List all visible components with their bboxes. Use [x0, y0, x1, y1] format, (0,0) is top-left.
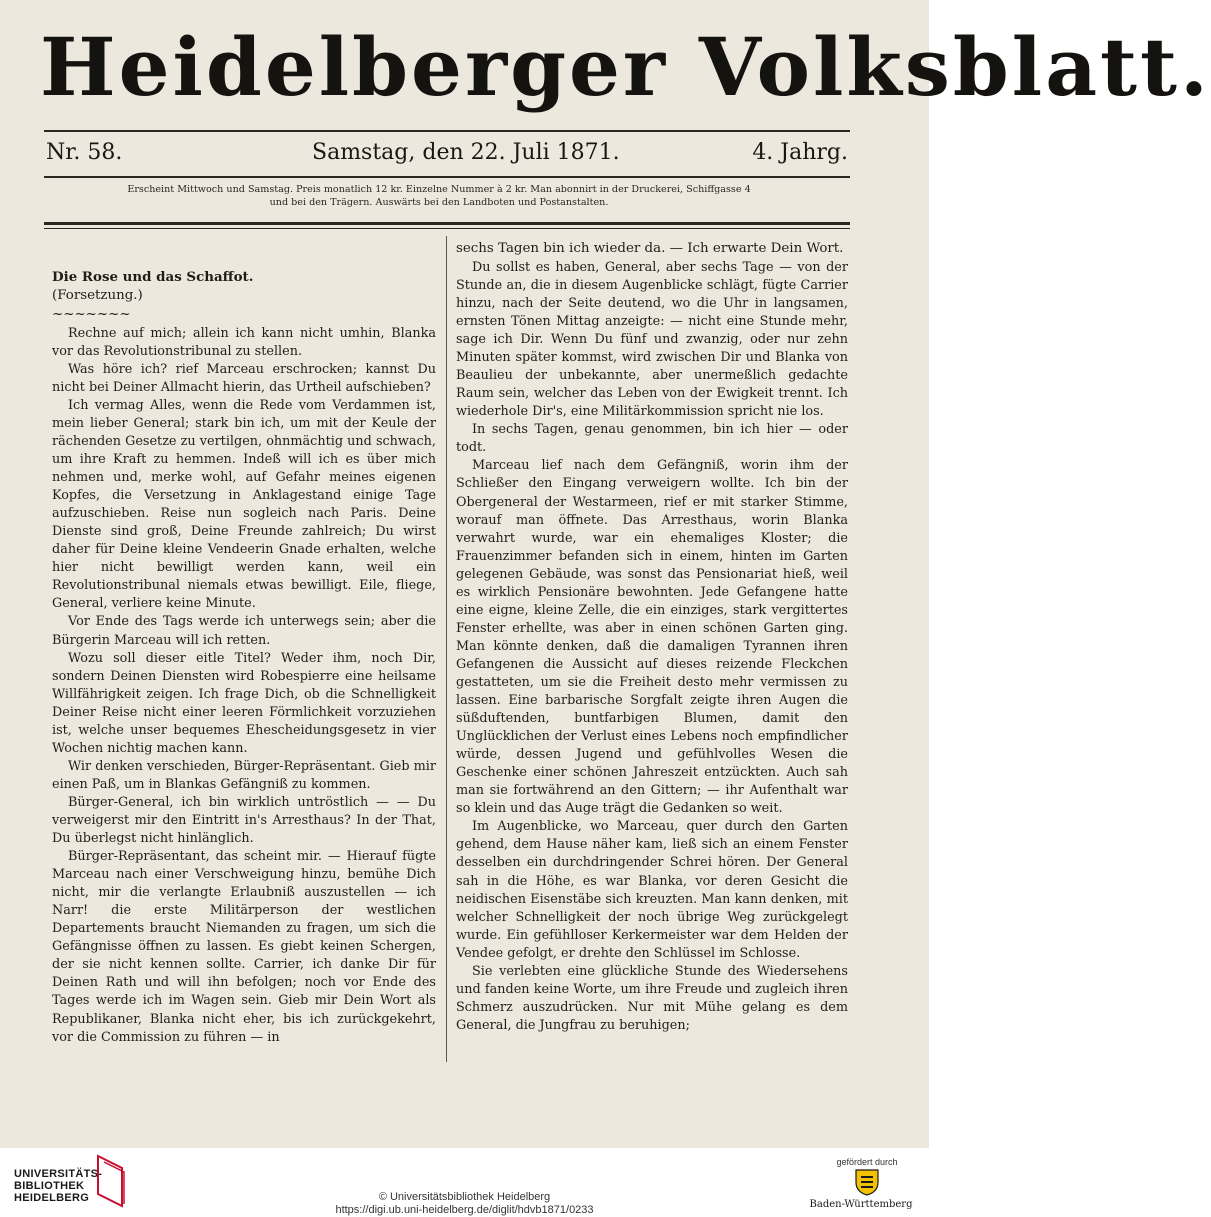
issue-date: Samstag, den 22. Juli 1871.: [312, 140, 620, 165]
article-paragraph: Im Augenblicke, wo Marceau, quer durch den Garten gehend, dem Hause näher kam, ließ sich an einem Fenster desselben ein durchdringender Schrei hören. Der General sah in die Höhe, es war Blanka, vor deren Gesicht die neidischen Eisenstäbe sich kreuzten. Man kann denken, mit welcher Schnelligkeit der noch übrige Weg zurückgelegt wurde. Ein gefühlloser Kerkermeister war dem Helden der Vendee gefolgt, er drehte den Schlüssel im Schlosse.: [456, 819, 848, 961]
copyright-notice: [0, 1191, 929, 1217]
coat-of-arms-icon: [852, 1168, 882, 1196]
header-double-rule-2: [44, 228, 850, 229]
article-paragraph: Marceau lief nach dem Gefängniß, worin ihm der Schließer den Eingang verweigern wollte. Ich bin der Obergeneral der Westarmeen, rief er mit starker Stimme, worauf man öffnete. Das Arresthaus, worin Blanka verwahrt wurde, war ein ehemaliges Kloster; die Frauenzimmer befanden sich in einem, hinten im Garten gelegenen Gebäude, was sonst das Pensionariat hieß, weil es wirklich Pensionäre bewohnten. Jede Gefangene hatte eine eigne, kleine Zelle, die ein einziges, stark vergittertes Fenster erhellte, was aber in einen schönen Garten ging. Man könnte denken, daß die damaligen Tyrannen ihren Gefangenen die Aussicht auf dieses reizende Fleckchen gestatteten, um sie die Freiheit desto mehr vermissen zu lassen. Eine barbarische Sorgfalt zeigte ihren Augen die süßduftenden, buntfarbigen Blumen, damit den Unglücklichen der Verlust eines Lebens noch empfindlicher würde, dessen Jugend und gefühlvolles Wesen die Geschenke einer schönen Jahreszeit entzückten. Auch sah man sie fortwährend an den Gittern; — ihr Aufenthalt war so klein und das Auge trägt die Gedanken so weit.: [456, 458, 848, 817]
article-title: Die Rose und das Schaffot.: [52, 269, 254, 285]
issue-year: 4. Jahrg.: [752, 140, 848, 165]
left-column: [52, 240, 436, 1047]
top-rule: [44, 130, 850, 132]
article-paragraph: Du sollst es haben, General, aber sechs Tage — von der Stunde an, die in diesem Augenblicke schlägt, fügte Carrier hinzu, nach der Seite deutend, wo die Uhr in langsamen, ernsten Tönen Mittag anzeigte: — nicht eine Stunde mehr, sage ich Dir. Wenn Du fünf und zwanzig, oder nur zehn Minuten später kommst, wird zwischen Dir und Blanka von Beaulieu der unbekannte, aber unermeßlich gedachte Raum sein, welcher das Leben von der Ewigkeit trennt. Ich wiederhole Dir's, eine Militärkommission spricht nie los.: [456, 259, 848, 420]
library-name-line-2: BIBLIOTHEK: [14, 1180, 85, 1192]
article-paragraph: Wir denken verschieden, Bürger-Repräsentant. Gieb mir einen Paß, um in Blankas Gefängniß zu kommen.: [52, 758, 436, 792]
article-paragraph: sechs Tagen bin ich wieder da. — Ich erwarte Dein Wort.: [456, 241, 844, 256]
article-paragraph: Ich vermag Alles, wenn die Rede vom Verdammen ist, mein lieber General; stark bin ich, um mit der Keule der rächenden Gesetze zu vertilgen, ohnmächtig und schwach, um ihre Kraft zu hemmen. Indeß will ich es über mich nehmen und, merke wohl, auf Gefahr meines eigenen Kopfes, die Versetzung in Anklagestand einige Tage aufzuschieben. Reise nun sogleich nach Paris. Deine Dienste sind groß, Deine Freunde zahlreich; Du wirst daher für Deine kleine Vendeerin Gnade erhalten, welche hier nicht bewilligt werden kann, weil ein Revolutionstribunal niemals etwas bewilligt. Eile, fliege, General, verliere keine Minute.: [52, 397, 436, 612]
notice-line-2: und bei den Trägern. Auswärts bei den Landboten und Postanstalten.: [269, 197, 609, 208]
article-paragraph: Wozu soll dieser eitle Titel? Weder ihm, noch Dir, sondern Deinen Diensten wird Robespierre eine heilsame Willfährigkeit zeigen. Ich frage Dich, ob die Schnelligkeit Deiner Reise nicht einer leeren Förmlichkeit vorzuziehen ist, welche unser bequemes Ehescheidungsgesetz in vier Wochen nichtig machen kann.: [52, 650, 436, 756]
right-column: [456, 240, 848, 1035]
notice-line-1: Erscheint Mittwoch und Samstag. Preis monatlich 12 kr. Einzelne Nummer à 2 kr. Man abonnirt in der Druckerei, Schiffgasse 4: [127, 184, 751, 195]
dateline: [44, 136, 850, 170]
issue-number: Nr. 58.: [46, 140, 123, 165]
column-divider: [446, 236, 447, 1062]
article-paragraph: In sechs Tagen, genau genommen, bin ich hier — oder todt.: [456, 422, 848, 456]
header-double-rule-1: [44, 222, 850, 225]
dateline-rule: [44, 176, 850, 178]
funder-name: Baden-Württemberg: [809, 1199, 913, 1210]
article-continued: (Forsetzung.): [52, 287, 143, 303]
masthead-title: Heidelberger Volksblatt.: [40, 20, 1211, 114]
library-name-line-1: UNIVERSITÄTS-: [14, 1168, 103, 1180]
ornament-divider: ~~~~~~~: [52, 306, 131, 322]
article-paragraph: Sie verlebten eine glückliche Stunde des Wiedersehens und fanden keine Worte, um ihre Freude und zugleich ihren Schmerz auszudrücken. Nur mit Mühe gelang es dem General, die Jungfrau zu beruhigen;: [456, 963, 848, 1033]
article-paragraph: Bürger-General, ich bin wirklich untröstlich — — Du verweigerst mir den Eintritt in's Arresthaus? In der That, Du überlegst nicht hinlänglich.: [52, 794, 436, 847]
subscription-notice: [30, 183, 848, 209]
copyright-text: © Universitätsbibliothek Heidelberg: [378, 1191, 551, 1203]
article-paragraph: Rechne auf mich; allein ich kann nicht umhin, Blanka vor das Revolutionstribunal zu stellen.: [52, 325, 436, 359]
article-paragraph: Was höre ich? rief Marceau erschrocken; kannst Du nicht bei Deiner Allmacht hierin, das Urtheil aufschieben?: [52, 361, 436, 395]
article-paragraph: Vor Ende des Tags werde ich unterwegs sein; aber die Bürgerin Marceau will ich retten.: [52, 614, 436, 648]
article-paragraph: Bürger-Repräsentant, das scheint mir. — Hierauf fügte Marceau nach einer Verschweigung hinzu, bemühe Dich nicht, mir die verlangte Erlaubniß auszustellen — ich Narr! die erste Militärperson der westlichen Departements braucht Niemanden zu fragen, um sich die Gefängnisse öffnen zu lassen. Es giebt keinen Schergen, der sie nicht kennen sollte. Carrier, ich danke Dir für Deinen Rath und will ihn befolgen; noch vor Ende des Tages werde ich im Wagen sein. Gieb mir Dein Wort als Republikaner, Blanka nicht eher, bis ich zurückgekehrt, vor die Commission zu führen — in: [52, 849, 436, 1045]
document-url[interactable]: https://digi.ub.uni-heidelberg.de/diglit/hdvb1871/0233: [335, 1204, 594, 1216]
funded-by-label: gefördert durch: [836, 1157, 898, 1167]
library-name-line-3: HEIDELBERG: [14, 1192, 90, 1204]
